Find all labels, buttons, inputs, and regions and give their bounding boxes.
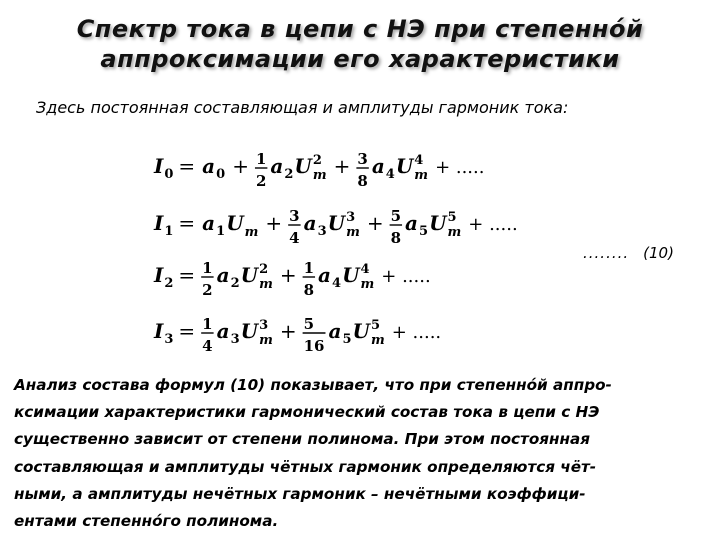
formula-0-term-1-denominator: 2 (255, 172, 267, 190)
formula-3-term-0-numerator: 1 (202, 315, 213, 333)
formula-1-term-2-sign: + (366, 211, 384, 235)
formula-3-lhs-sub: 3 (164, 332, 174, 347)
formula-3-term-0-sign: = (178, 319, 196, 343)
formula-1-term-0-coef-sub: 1 (216, 224, 226, 239)
slide-title-line-1: Спектр тока в цепи с НЭ при степенно́й (76, 15, 644, 43)
formula-0-term-1-var-sub: m (312, 168, 327, 183)
formula-3-term-1-sign: + (279, 319, 297, 343)
formula-0-term-2-coef-sub: 4 (385, 167, 395, 182)
formula-2-term-0-denominator: 2 (202, 281, 213, 299)
formula-0-term-1-var: U (294, 154, 312, 178)
formula-1-term-1-coef-sub: 3 (317, 224, 327, 239)
formula-0-lhs: I (154, 154, 164, 178)
formula-0-term-1-power: 2 (312, 153, 322, 168)
formula-1-term-1-denominator: 4 (289, 229, 300, 247)
slide-title (0, 14, 720, 74)
analysis-paragraph (14, 372, 714, 535)
formula-0-term-2-power: 4 (414, 153, 424, 168)
formula-0-term-0-coef: a (202, 154, 216, 178)
formula-0-term-1-coef: a (270, 154, 284, 178)
formula-2-term-1-var: U (342, 263, 360, 287)
intro-text: Здесь постоянная составляющая и амплитуды гармоник тока: (36, 98, 569, 117)
formula-2-term-0-power: 2 (259, 262, 269, 277)
formula-2-term-0-var: U (240, 263, 259, 287)
formula-2-term-1-power: 4 (360, 262, 370, 277)
formula-2-lhs-sub: 2 (164, 276, 174, 291)
slide-title-line-2: аппроксимации его характеристики (100, 45, 620, 73)
formula-0-term-2-denominator: 8 (357, 172, 368, 190)
formula-1-term-0-sign: = (178, 211, 196, 235)
formula-3-term-0-coef: a (216, 319, 230, 343)
formula-0-term-0-coef-sub: 0 (216, 167, 226, 182)
formula-0-tail: + ..... (435, 157, 485, 178)
formula-1-term-2-coef: a (405, 211, 419, 235)
formula-1-term-1-numerator: 3 (289, 207, 300, 225)
formula-0-term-1-numerator: 1 (255, 150, 267, 168)
formula-0-lhs-sub: 0 (164, 167, 174, 182)
formula-3-term-1-numerator: 5 (303, 315, 315, 333)
analysis-line-5: ными, а амплитуды нечётных гармоник – нечётными коэффици- (14, 484, 586, 503)
formula-0-term-0-sign: = (178, 154, 196, 178)
formula-0-term-1-coef-sub: 2 (284, 167, 294, 182)
formula-2-term-1-denominator: 8 (303, 281, 315, 299)
formula-3-term-0-var-sub: m (259, 333, 273, 348)
formula-2-term-0-sign: = (178, 263, 196, 287)
formula-3-term-1-power: 5 (370, 318, 380, 333)
formula-2-tail: + ..... (381, 266, 431, 287)
formula-2-term-1-coef: a (318, 263, 332, 287)
formula-1-lhs: I (154, 211, 164, 235)
formula-3-term-0-var: U (240, 319, 259, 343)
formula-2-lhs: I (154, 263, 164, 287)
formula-0-term-1-sign: + (232, 154, 249, 178)
formula-2-term-0-numerator: 1 (202, 259, 213, 277)
formula-3-term-1-var: U (352, 319, 370, 343)
formula-3-term-0-denominator: 4 (202, 337, 213, 355)
analysis-line-2: ксимации характеристики гармонический состав тока в цепи с НЭ (14, 403, 600, 422)
formula-0-term-2-numerator: 3 (357, 150, 368, 168)
formula-1-term-2-var-sub: m (447, 225, 462, 240)
formula-1-term-1-power: 3 (346, 210, 356, 225)
formula-1-term-2-var: U (429, 211, 447, 235)
formula-0-term-2-var-sub: m (414, 168, 429, 183)
formula-1-term-1-coef: a (303, 211, 317, 235)
formula-0-term-2-sign: + (333, 154, 351, 178)
formula-block (150, 140, 570, 360)
formula-3-lhs: I (154, 319, 164, 343)
formula-3-term-1-denominator: 16 (303, 337, 325, 355)
equation-reference (583, 244, 674, 262)
formula-3-term-1-coef: a (328, 319, 342, 343)
formula-2-term-1-sign: + (279, 263, 297, 287)
formula-1-term-2-power: 5 (447, 210, 457, 225)
formula-3-term-1-var-sub: m (370, 333, 385, 348)
formula-1-term-2-denominator: 8 (390, 229, 402, 247)
formula-2-term-0-coef-sub: 2 (230, 276, 240, 291)
formula-1-lhs-sub: 1 (164, 224, 174, 239)
formula-2-term-0-var-sub: m (259, 277, 273, 292)
formula-1-term-0-coef: a (202, 211, 216, 235)
formula-2-term-1-coef-sub: 4 (332, 276, 342, 291)
formula-1-term-0-var-sub: m (244, 225, 259, 240)
formula-svg (150, 140, 570, 360)
formula-3-term-0-power: 3 (259, 318, 269, 333)
formula-3-tail: + ..... (391, 322, 442, 343)
formula-1-term-0-var: U (226, 211, 244, 235)
analysis-line-3: существенно зависит от степени полинома. При этом постоянная (14, 430, 591, 449)
equation-number: (10) (643, 244, 674, 262)
formula-0-term-2-var: U (395, 154, 414, 178)
formula-2-term-0-coef: a (216, 263, 230, 287)
formula-1-term-1-sign: + (265, 211, 283, 235)
formula-1-term-2-coef-sub: 5 (419, 224, 429, 239)
formula-1-term-1-var: U (327, 211, 346, 235)
formula-1-term-1-var-sub: m (346, 225, 360, 240)
analysis-line-1: Анализ состава формул (10) показывает, что при степенно́й аппро- (14, 376, 612, 394)
formula-1-term-2-numerator: 5 (390, 207, 402, 225)
formula-3-term-1-coef-sub: 5 (342, 332, 352, 347)
analysis-line-4: составляющая и амплитуды чётных гармоник определяются чёт- (14, 457, 597, 476)
equation-dots: ........ (583, 244, 630, 262)
formula-2-term-1-numerator: 1 (303, 259, 315, 277)
formula-0-term-2-coef: a (371, 154, 385, 178)
analysis-line-6: ентами степенно́го полинома. (14, 512, 279, 531)
formula-3-term-0-coef-sub: 3 (230, 332, 240, 347)
formula-2-term-1-var-sub: m (360, 277, 375, 292)
formula-1-tail: + ..... (468, 214, 518, 235)
